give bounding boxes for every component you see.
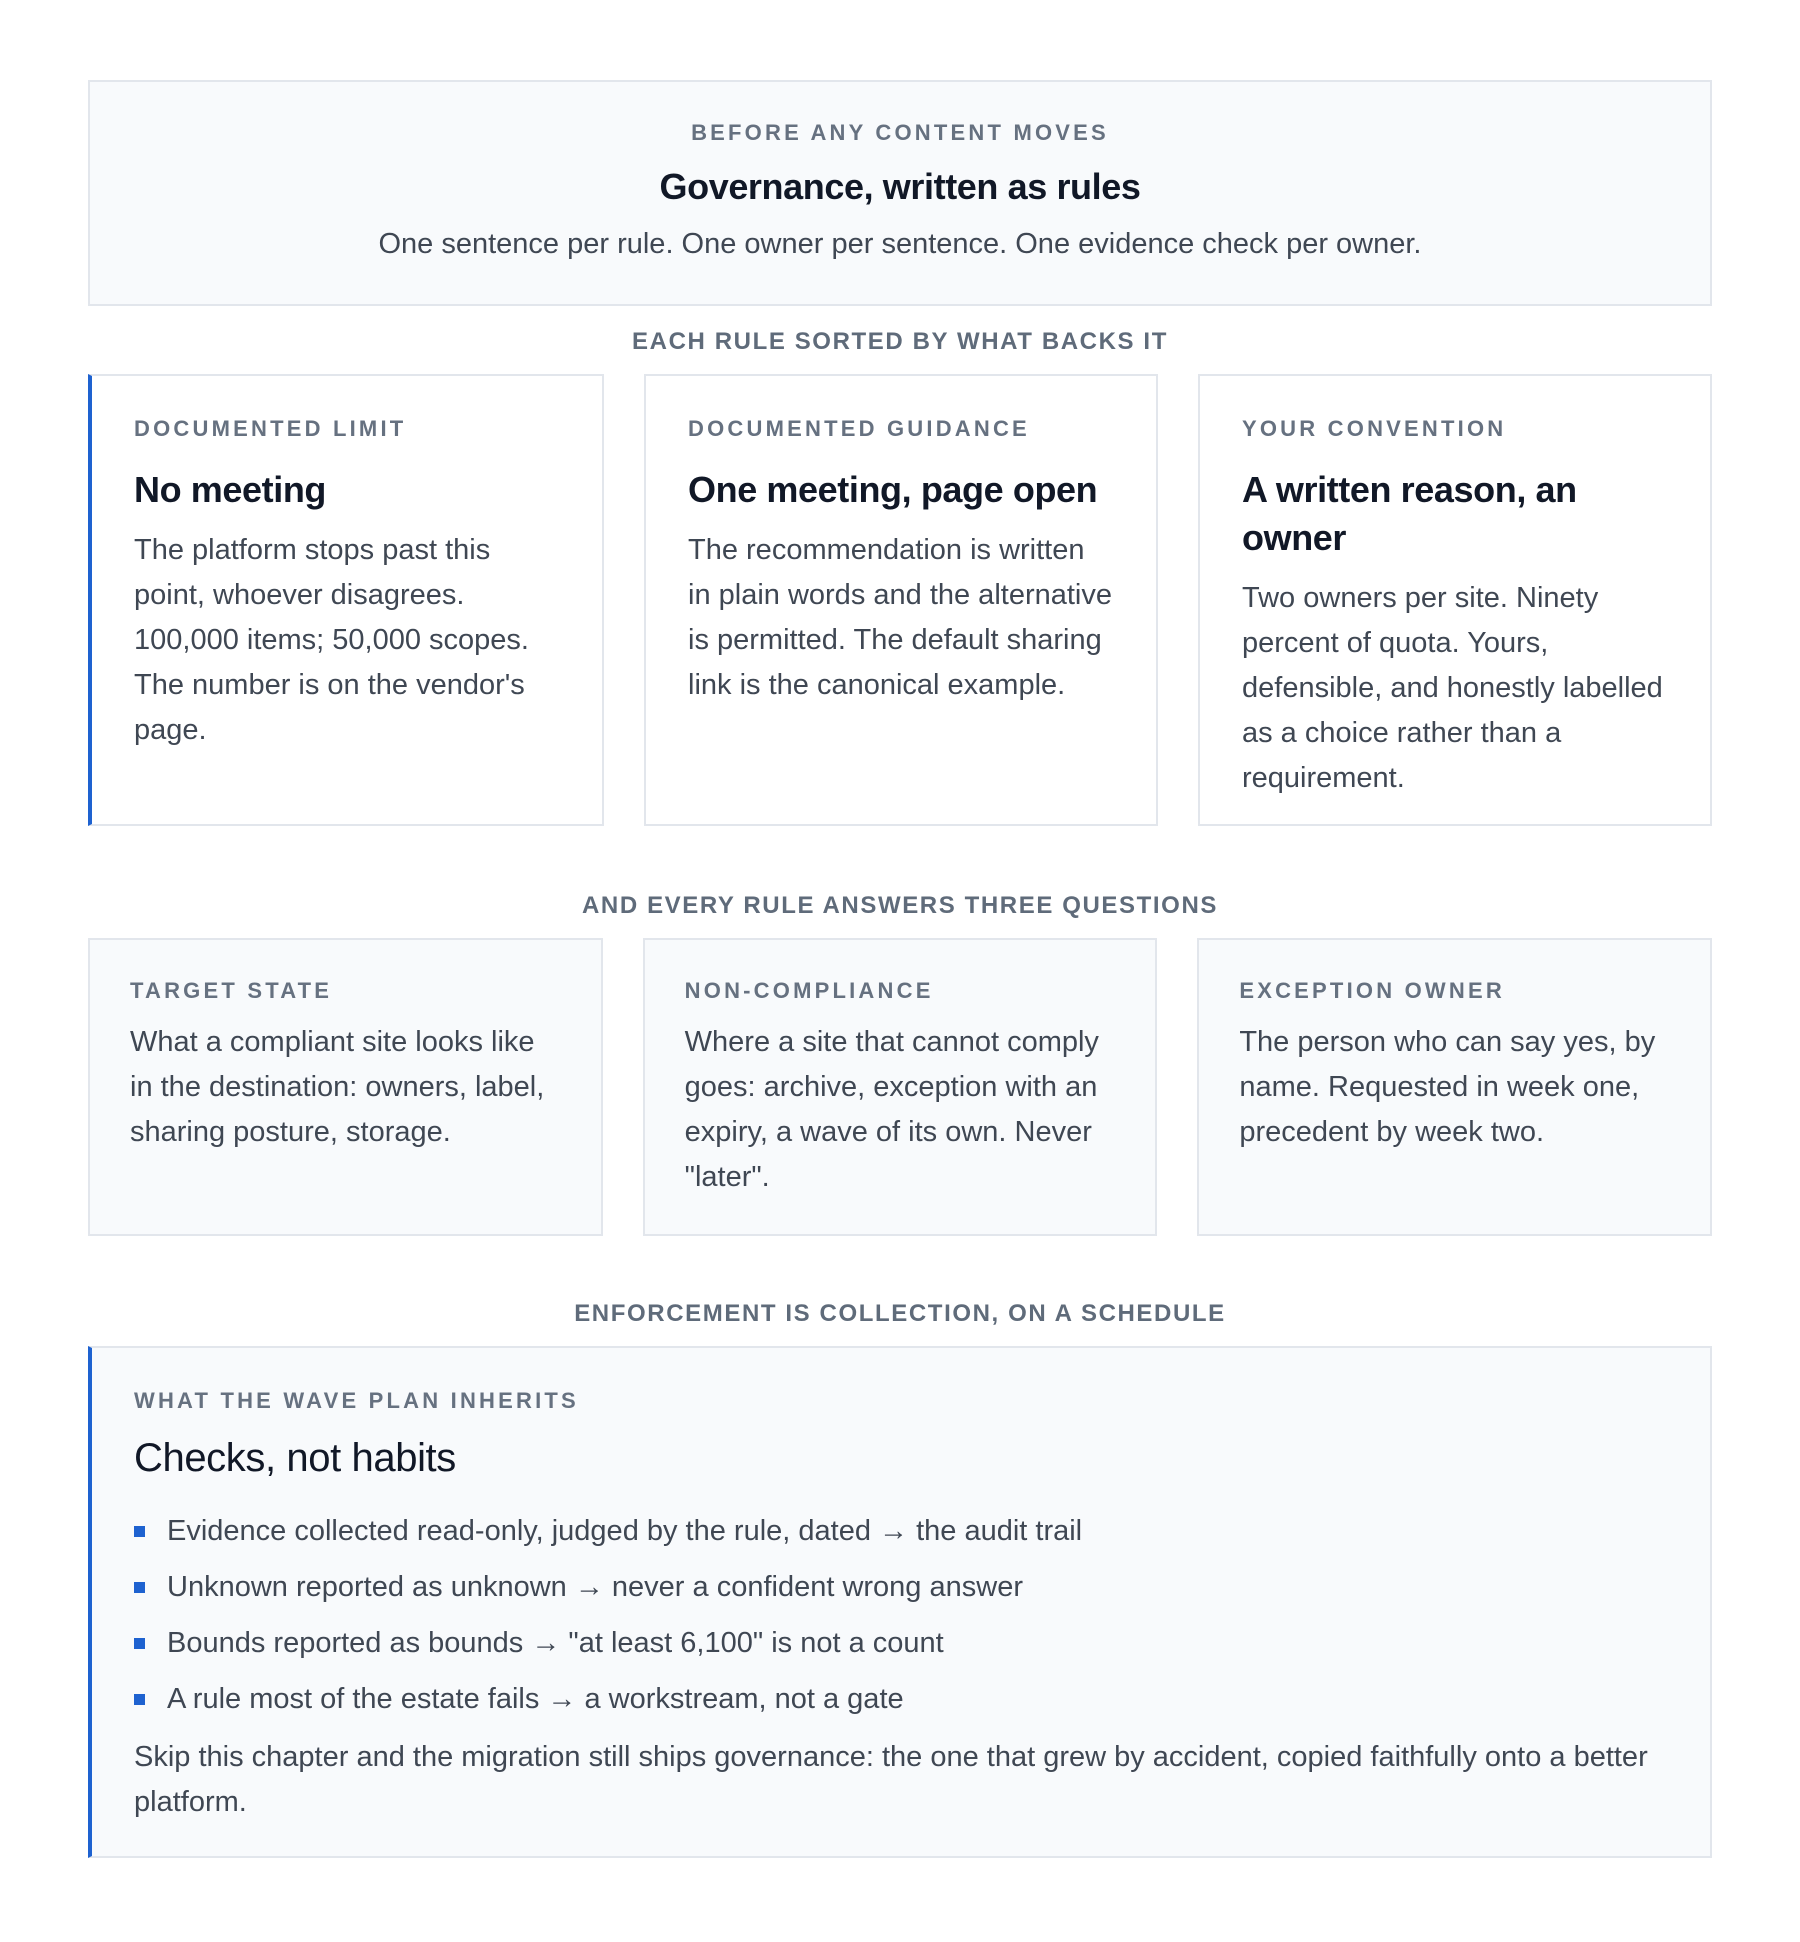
list-item (134, 1559, 1668, 1615)
card-title: A written reason, an owner (1242, 469, 1577, 558)
section-label-backing: EACH RULE SORTED BY WHAT BACKS IT (632, 328, 1168, 355)
question-cards (88, 938, 1712, 1236)
card-eyebrow: DOCUMENTED GUIDANCE (688, 416, 1030, 441)
hero-subtitle: One sentence per rule. One owner per sentence. One evidence check per owner. (378, 228, 1422, 260)
card-exception-owner (1197, 938, 1712, 1236)
card-body: What a compliant site looks like in the destination: owners, label, sharing posture, storage. (130, 1026, 545, 1148)
card-eyebrow: NON-COMPLIANCE (684, 978, 934, 1003)
card-body: The platform stops past this point, whoever disagrees. 100,000 items; 50,000 scopes. The number is on the vendor's page. (134, 534, 529, 746)
card-body: The person who can say yes, by name. Requested in week one, precedent by week two. (1239, 1026, 1656, 1148)
card-eyebrow: DOCUMENTED LIMIT (134, 416, 407, 441)
card-title: One meeting, page open (688, 469, 1098, 510)
enforcement-eyebrow: WHAT THE WAVE PLAN INHERITS (134, 1388, 579, 1413)
list-item-text: Bounds reported as bounds → "at least 6,100" is not a count (167, 1626, 944, 1659)
list-item (134, 1671, 1668, 1727)
list-item-text: Unknown reported as unknown → never a confident wrong answer (167, 1570, 1023, 1603)
card-body: Two owners per site. Ninety percent of quota. Yours, defensible, and honestly labelled as a choice rather than a requirement. (1242, 582, 1663, 794)
list-item (134, 1615, 1668, 1671)
card-title: No meeting (134, 469, 327, 510)
enforcement-list (134, 1503, 1668, 1727)
card-body: Where a site that cannot comply goes: archive, exception with an expiry, a wave of its own. Never "later". (684, 1026, 1099, 1193)
list-item-text: A rule most of the estate fails → a workstream, not a gate (167, 1682, 904, 1715)
enforcement-title: Checks, not habits (134, 1436, 456, 1480)
card-eyebrow: TARGET STATE (130, 978, 333, 1003)
backing-cards (88, 374, 1712, 826)
hero-panel (88, 80, 1712, 306)
section-label-enforcement: ENFORCEMENT IS COLLECTION, ON A SCHEDULE (574, 1300, 1226, 1327)
card-eyebrow: YOUR CONVENTION (1242, 416, 1507, 441)
square-bullet-icon (134, 1694, 145, 1705)
hero-eyebrow: BEFORE ANY CONTENT MOVES (691, 120, 1109, 145)
card-target-state (88, 938, 603, 1236)
card-your-convention (1198, 374, 1712, 826)
card-documented-guidance (644, 374, 1158, 826)
list-item (134, 1503, 1668, 1559)
card-body: The recommendation is written in plain words and the alternative is permitted. The default sharing link is the canonical example. (688, 534, 1112, 701)
square-bullet-icon (134, 1526, 145, 1537)
page-title: Governance, written as rules (659, 166, 1141, 207)
list-item-text: Evidence collected read-only, judged by the rule, dated → the audit trail (167, 1514, 1083, 1547)
card-non-compliance (643, 938, 1158, 1236)
card-eyebrow: EXCEPTION OWNER (1239, 978, 1505, 1003)
square-bullet-icon (134, 1582, 145, 1593)
enforcement-panel (88, 1346, 1712, 1858)
square-bullet-icon (134, 1638, 145, 1649)
enforcement-closing: Skip this chapter and the migration still ships governance: the one that grew by accident, copied faithfully onto a better platform. (134, 1741, 1648, 1818)
section-label-questions: AND EVERY RULE ANSWERS THREE QUESTIONS (582, 892, 1218, 919)
card-documented-limit (88, 374, 604, 826)
